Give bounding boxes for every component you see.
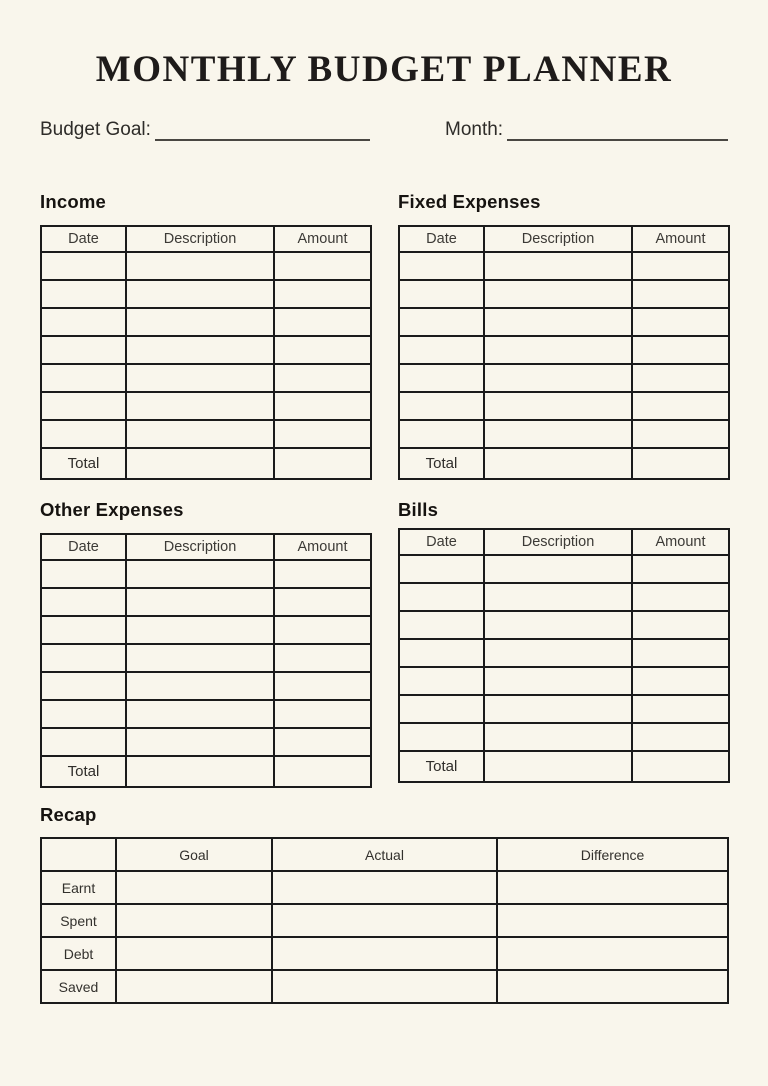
cell-amount[interactable] <box>632 280 729 308</box>
table-row <box>41 280 371 308</box>
recap-row-label: Saved <box>41 970 116 1003</box>
cell-date[interactable] <box>41 252 126 280</box>
table-row <box>399 252 729 280</box>
cell-description[interactable] <box>484 392 632 420</box>
total-amount-cell[interactable] <box>632 448 729 479</box>
recap-cell[interactable] <box>497 904 728 937</box>
table-row <box>399 611 729 639</box>
cell-amount[interactable] <box>632 611 729 639</box>
month-field <box>445 119 728 141</box>
table-row <box>399 336 729 364</box>
table-row <box>41 420 371 448</box>
cell-date[interactable] <box>399 336 484 364</box>
cell-description[interactable] <box>126 420 274 448</box>
cell-amount[interactable] <box>274 616 371 644</box>
total-description-cell[interactable] <box>484 751 632 782</box>
cell-date[interactable] <box>41 728 126 756</box>
total-row <box>41 448 371 479</box>
cell-description[interactable] <box>126 728 274 756</box>
cell-amount[interactable] <box>274 392 371 420</box>
cell-description[interactable] <box>126 616 274 644</box>
cell-date[interactable] <box>399 280 484 308</box>
total-label-cell: Total <box>41 448 126 479</box>
recap-col-header-difference: Difference <box>497 838 728 871</box>
cell-amount[interactable] <box>632 336 729 364</box>
cell-description[interactable] <box>484 667 632 695</box>
cell-amount[interactable] <box>632 639 729 667</box>
cell-date[interactable] <box>399 252 484 280</box>
cell-date[interactable] <box>41 588 126 616</box>
cell-description[interactable] <box>126 560 274 588</box>
total-label-cell: Total <box>399 448 484 479</box>
header-row <box>41 534 371 560</box>
cell-description[interactable] <box>484 723 632 751</box>
cell-amount[interactable] <box>274 588 371 616</box>
table-row <box>41 308 371 336</box>
cell-date[interactable] <box>41 420 126 448</box>
recap-row-label: Spent <box>41 904 116 937</box>
cell-amount[interactable] <box>632 392 729 420</box>
section-title-income: Income <box>40 190 106 212</box>
recap-cell[interactable] <box>116 937 272 970</box>
recap-corner-cell <box>41 838 116 871</box>
table-row <box>399 364 729 392</box>
cell-description[interactable] <box>126 588 274 616</box>
header-row <box>399 529 729 555</box>
section-title-bills: Bills <box>398 498 439 520</box>
cell-description[interactable] <box>484 364 632 392</box>
section-bills <box>398 499 728 788</box>
total-amount-cell[interactable] <box>274 448 371 479</box>
cell-description[interactable] <box>126 336 274 364</box>
total-description-cell[interactable] <box>126 756 274 787</box>
recap-col-header-goal: Goal <box>116 838 272 871</box>
total-amount-cell[interactable] <box>274 756 371 787</box>
table-row <box>41 364 371 392</box>
cell-date[interactable] <box>399 695 484 723</box>
table-row <box>399 392 729 420</box>
cell-amount[interactable] <box>632 667 729 695</box>
cell-amount[interactable] <box>274 644 371 672</box>
col-header-date: Date <box>41 226 126 252</box>
cell-amount[interactable] <box>274 672 371 700</box>
other-expenses-table <box>40 533 372 788</box>
header-row <box>399 226 729 252</box>
table-row <box>41 672 371 700</box>
cell-amount[interactable] <box>274 728 371 756</box>
section-title-other-expenses: Other Expenses <box>40 498 184 520</box>
recap-cell[interactable] <box>116 871 272 904</box>
col-header-amount: Amount <box>274 226 371 252</box>
cell-description[interactable] <box>484 583 632 611</box>
cell-date[interactable] <box>399 420 484 448</box>
cell-amount[interactable] <box>632 252 729 280</box>
recap-cell[interactable] <box>272 871 497 904</box>
recap-row-debt <box>41 937 728 970</box>
section-fixed-expenses <box>398 191 728 480</box>
total-row <box>399 751 729 782</box>
cell-date[interactable] <box>399 364 484 392</box>
cell-description[interactable] <box>484 336 632 364</box>
cell-amount[interactable] <box>632 420 729 448</box>
table-row <box>41 392 371 420</box>
month-label: Month: <box>445 118 504 140</box>
income-table <box>40 225 372 480</box>
cell-description[interactable] <box>126 700 274 728</box>
month-input-line[interactable] <box>507 129 728 141</box>
recap-section <box>40 804 728 1004</box>
table-row <box>399 667 729 695</box>
table-row <box>399 555 729 583</box>
cell-description[interactable] <box>484 308 632 336</box>
table-row <box>41 560 371 588</box>
cell-amount[interactable] <box>632 723 729 751</box>
budget-goal-label: Budget Goal: <box>40 118 151 140</box>
total-label-cell: Total <box>41 756 126 787</box>
cell-amount[interactable] <box>274 252 371 280</box>
bills-table <box>398 528 730 783</box>
total-row <box>41 756 371 787</box>
cell-date[interactable] <box>41 392 126 420</box>
table-row <box>399 723 729 751</box>
table-row <box>41 644 371 672</box>
cell-date[interactable] <box>41 364 126 392</box>
cell-date[interactable] <box>41 700 126 728</box>
total-row <box>399 448 729 479</box>
cell-description[interactable] <box>484 252 632 280</box>
recap-row-spent <box>41 904 728 937</box>
table-row <box>399 280 729 308</box>
cell-date[interactable] <box>41 672 126 700</box>
table-row <box>41 700 371 728</box>
cell-description[interactable] <box>126 308 274 336</box>
recap-col-header-actual: Actual <box>272 838 497 871</box>
table-row <box>41 588 371 616</box>
cell-description[interactable] <box>484 420 632 448</box>
col-header-description: Description <box>484 226 632 252</box>
col-header-description: Description <box>484 529 632 555</box>
col-header-date: Date <box>399 529 484 555</box>
cell-date[interactable] <box>399 667 484 695</box>
section-other-expenses <box>40 499 370 788</box>
recap-cell[interactable] <box>497 871 728 904</box>
budget-goal-input-line[interactable] <box>155 129 370 141</box>
cell-amount[interactable] <box>274 336 371 364</box>
total-label-cell: Total <box>399 751 484 782</box>
table-row <box>41 616 371 644</box>
total-description-cell[interactable] <box>126 448 274 479</box>
cell-description[interactable] <box>126 644 274 672</box>
recap-table <box>40 837 729 1004</box>
cell-date[interactable] <box>399 639 484 667</box>
section-title-fixed-expenses: Fixed Expenses <box>398 190 541 212</box>
cell-amount[interactable] <box>632 555 729 583</box>
col-header-amount: Amount <box>632 226 729 252</box>
recap-cell[interactable] <box>116 970 272 1003</box>
cell-date[interactable] <box>399 392 484 420</box>
cell-date[interactable] <box>399 308 484 336</box>
table-row <box>399 583 729 611</box>
cell-amount[interactable] <box>274 700 371 728</box>
cell-date[interactable] <box>41 616 126 644</box>
recap-header-row <box>41 838 728 871</box>
fixed-expenses-table <box>398 225 730 480</box>
cell-description[interactable] <box>484 639 632 667</box>
header-row <box>41 226 371 252</box>
cell-amount[interactable] <box>274 280 371 308</box>
cell-description[interactable] <box>126 252 274 280</box>
recap-row-label: Debt <box>41 937 116 970</box>
table-row <box>399 420 729 448</box>
cell-description[interactable] <box>126 280 274 308</box>
recap-row-label: Earnt <box>41 871 116 904</box>
recap-cell[interactable] <box>497 937 728 970</box>
page-title: MONTHLY BUDGET PLANNER <box>95 49 673 90</box>
cell-date[interactable] <box>399 555 484 583</box>
cell-description[interactable] <box>126 672 274 700</box>
cell-date[interactable] <box>41 560 126 588</box>
header-fields <box>40 119 728 141</box>
col-header-description: Description <box>126 534 274 560</box>
cell-date[interactable] <box>41 280 126 308</box>
recap-row-saved <box>41 970 728 1003</box>
cell-amount[interactable] <box>274 420 371 448</box>
table-row <box>41 336 371 364</box>
section-income <box>40 191 370 480</box>
cell-date[interactable] <box>41 336 126 364</box>
cell-description[interactable] <box>484 280 632 308</box>
recap-cell[interactable] <box>497 970 728 1003</box>
cell-description[interactable] <box>484 555 632 583</box>
recap-cell[interactable] <box>272 904 497 937</box>
recap-cell[interactable] <box>272 937 497 970</box>
col-header-description: Description <box>126 226 274 252</box>
budget-goal-field <box>40 119 370 141</box>
recap-cell[interactable] <box>116 904 272 937</box>
cell-amount[interactable] <box>632 308 729 336</box>
cell-date[interactable] <box>41 644 126 672</box>
table-row <box>399 695 729 723</box>
cell-amount[interactable] <box>274 364 371 392</box>
cell-date[interactable] <box>399 723 484 751</box>
budget-sections <box>40 191 728 789</box>
cell-amount[interactable] <box>274 560 371 588</box>
cell-amount[interactable] <box>274 308 371 336</box>
col-header-date: Date <box>399 226 484 252</box>
cell-amount[interactable] <box>632 364 729 392</box>
table-row <box>399 308 729 336</box>
table-row <box>41 728 371 756</box>
col-header-amount: Amount <box>274 534 371 560</box>
cell-date[interactable] <box>399 611 484 639</box>
cell-description[interactable] <box>126 392 274 420</box>
col-header-date: Date <box>41 534 126 560</box>
recap-title: Recap <box>40 804 97 826</box>
cell-date[interactable] <box>41 308 126 336</box>
cell-description[interactable] <box>484 611 632 639</box>
cell-description[interactable] <box>126 364 274 392</box>
total-description-cell[interactable] <box>484 448 632 479</box>
recap-cell[interactable] <box>272 970 497 1003</box>
cell-date[interactable] <box>399 583 484 611</box>
cell-description[interactable] <box>484 695 632 723</box>
cell-amount[interactable] <box>632 583 729 611</box>
cell-amount[interactable] <box>632 695 729 723</box>
col-header-amount: Amount <box>632 529 729 555</box>
total-amount-cell[interactable] <box>632 751 729 782</box>
table-row <box>399 639 729 667</box>
table-row <box>41 252 371 280</box>
recap-row-earnt <box>41 871 728 904</box>
